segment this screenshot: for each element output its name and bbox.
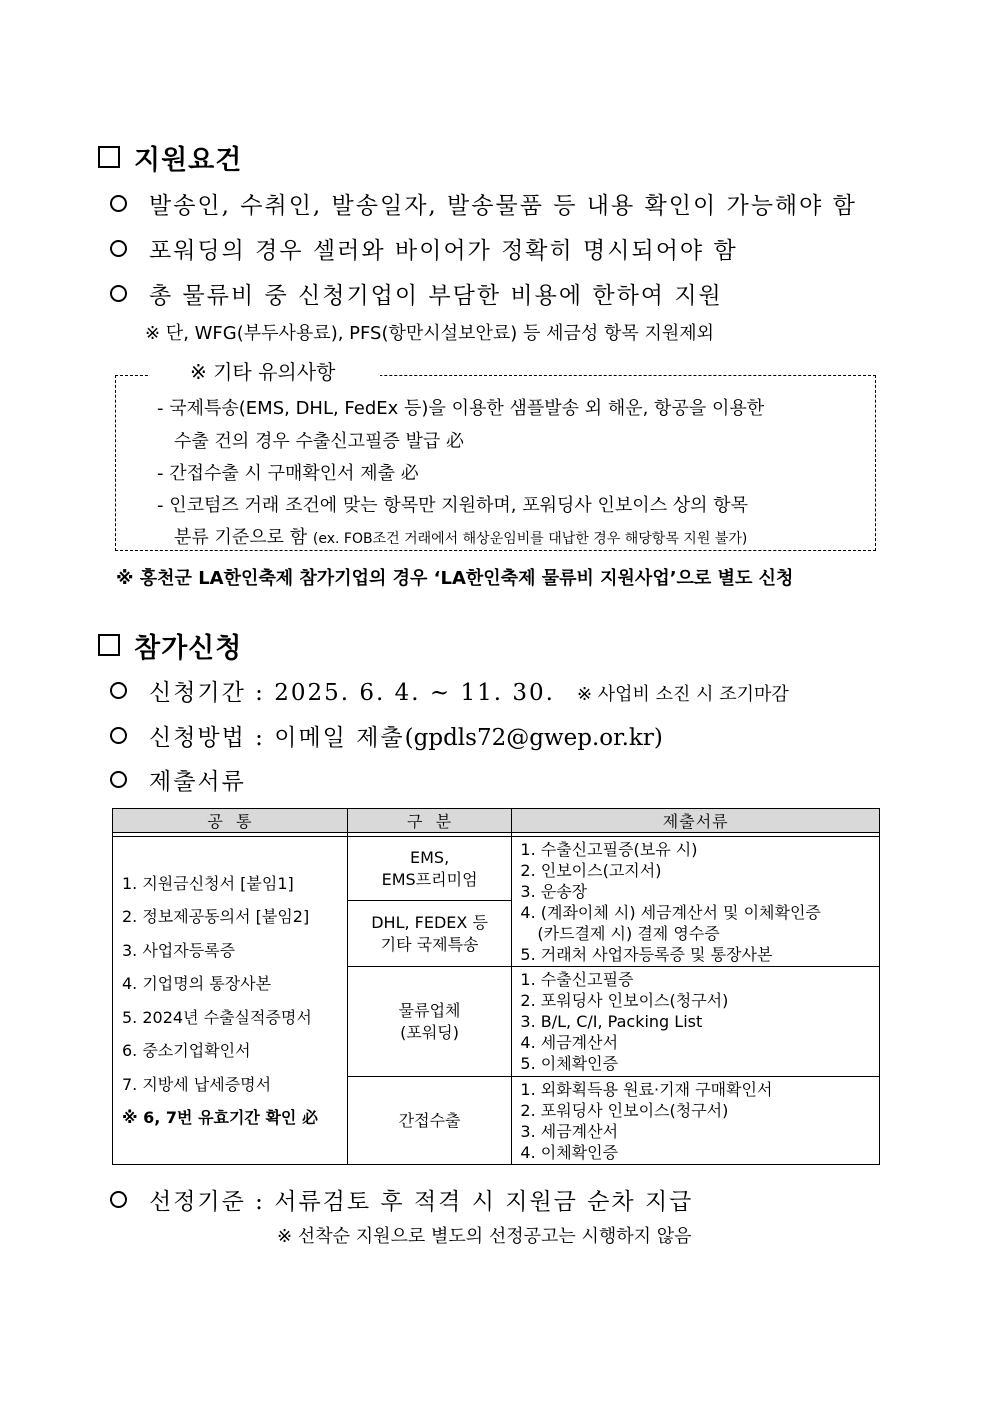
circle-bullet-icon [110, 195, 127, 212]
table-row [113, 837, 880, 901]
checkbox-square-icon [98, 634, 120, 656]
submission-docs-label: 제출서류 [149, 769, 246, 795]
bullet-text: 총 물류비 중 신청기업이 부담한 비용에 한하여 지원 [149, 283, 723, 309]
list-item: 3. 사업자등록증 [122, 940, 236, 960]
list-item: 3. 운송장 [520, 881, 588, 901]
section-heading-support-text: 지원요건 [134, 145, 243, 176]
category-line: DHL, FEDEX 등 [371, 912, 488, 932]
section-heading-application-text: 참가신청 [134, 633, 243, 664]
category-line: EMS, [410, 847, 450, 867]
other-notes-label: ※ 기타 유의사항 [150, 356, 380, 385]
bullet-item [110, 277, 723, 310]
bullet-item [110, 1183, 693, 1216]
table-header: 공 통 [113, 809, 348, 833]
application-period-note: ※ 사업비 소진 시 조기마감 [576, 684, 789, 705]
application-method: 신청방법 : 이메일 제출 [149, 725, 405, 751]
category-cell [347, 1077, 512, 1165]
category-cell [347, 901, 512, 967]
list-item: 5. 거래처 사업자등록증 및 통장사본 [520, 944, 773, 964]
list-item: 4. 이체확인증 [520, 1142, 619, 1162]
section-heading-support [98, 138, 242, 177]
list-item: 6. 중소기업확인서 [122, 1041, 251, 1060]
list-item: 3. B/L, C/I, Packing List [520, 1012, 703, 1031]
list-item: 2. 정보제공동의서 [붙임2] [122, 907, 310, 926]
docs-cell [512, 837, 880, 967]
bullet-text: 발송인, 수취인, 발송일자, 발송물품 등 내용 확인이 가능해야 함 [149, 193, 857, 219]
other-note-line: 수출 건의 경우 수출신고필증 발급 必 [174, 431, 465, 452]
list-item: 3. 세금계산서 [520, 1121, 619, 1141]
table-header: 제출서류 [512, 809, 880, 833]
circle-bullet-icon [110, 727, 127, 744]
list-item: 5. 이체확인증 [520, 1054, 619, 1073]
other-note-line: - 인코텀즈 거래 조건에 맞는 항목만 지원하며, 포워딩사 인보이스 상의 항목 [157, 495, 749, 516]
docs-cell [512, 1077, 880, 1165]
list-item: 1. 수출신고필증 [520, 970, 634, 989]
bullet-item [110, 719, 663, 752]
common-docs-cell [113, 837, 348, 1165]
list-item: 2. 인보이스(고지서) [520, 860, 662, 880]
checkbox-square-icon [98, 146, 120, 168]
bullet-text: 포워딩의 경우 셀러와 바이어가 정확히 명시되어야 함 [149, 238, 738, 264]
submission-docs-table [112, 808, 880, 1165]
category-line: (포워딩) [400, 1022, 460, 1042]
circle-bullet-icon [110, 1191, 127, 1208]
other-note-example: (ex. FOB조건 거래에서 해상운임비를 대납한 경우 해당항목 지원 불가) [312, 531, 748, 547]
list-item: 1. 수출신고필증(보유 시) [520, 839, 698, 859]
la-festival-note: ※ 홍천군 LA한인축제 참가기업의 경우 ‘LA한인축제 물류비 지원사업’으로 별도 신청 [116, 568, 794, 589]
bullet-item [110, 232, 738, 265]
application-email: (gpdls72@gwep.or.kr) [404, 725, 663, 751]
other-note-line [174, 523, 747, 549]
list-item: 4. (계좌이체 시) 세금계산서 및 이체확인증 [520, 902, 821, 922]
list-item: 5. 2024년 수출실적증명서 [122, 1007, 312, 1027]
application-period: 신청기간 : 2025. 6. 4. ~ 11. 30. [149, 680, 555, 706]
table-header: 구 분 [347, 809, 512, 833]
category-cell [347, 967, 512, 1077]
table-header-row [113, 809, 880, 833]
list-item: (카드결제 시) 결제 영수증 [537, 923, 720, 943]
docs-cell [512, 967, 880, 1077]
list-item: 2. 포워딩사 인보이스(청구서) [520, 1100, 729, 1120]
category-line: EMS프리미엄 [381, 869, 478, 889]
circle-bullet-icon [110, 771, 127, 788]
bullet-item [110, 187, 857, 220]
category-line: 기타 국제특송 [380, 934, 479, 954]
other-note-line: - 간접수출 시 구매확인서 제출 必 [157, 463, 419, 484]
category-line: 간접수출 [398, 1110, 461, 1130]
section-heading-application [98, 626, 242, 665]
category-line: 물류업체 [398, 1000, 461, 1020]
bullet-item [110, 763, 246, 796]
other-note-line: - 국제특송(EMS, DHL, FedEx 등)을 이용한 샘플발송 외 해운, 항공을 이용한 [157, 398, 765, 419]
list-item: 1. 지원금신청서 [붙임1] [122, 873, 294, 893]
tax-exclusion-note: ※ 단, WFG(부두사용료), PFS(항만시설보안료) 등 세금성 항목 지원제외 [145, 323, 715, 344]
other-note-text: 분류 기준으로 함 [174, 527, 308, 548]
circle-bullet-icon [110, 682, 127, 699]
selection-criteria: 선정기준 : 서류검토 후 적격 시 지원금 순차 지급 [149, 1189, 694, 1215]
list-item: 7. 지방세 납세증명서 [122, 1074, 272, 1094]
category-cell [347, 837, 512, 901]
list-item: 1. 외화획득용 원료·기재 구매확인서 [520, 1079, 773, 1099]
bullet-item [110, 674, 789, 707]
list-item: 4. 기업명의 통장사본 [122, 974, 272, 993]
validity-note: ※ 6, 7번 유효기간 확인 必 [122, 1108, 318, 1127]
selection-note: ※ 선착순 지원으로 별도의 선정공고는 시행하지 않음 [277, 1226, 692, 1247]
circle-bullet-icon [110, 285, 127, 302]
circle-bullet-icon [110, 240, 127, 257]
list-item: 2. 포워딩사 인보이스(청구서) [520, 991, 729, 1010]
list-item: 4. 세금계산서 [520, 1033, 619, 1052]
